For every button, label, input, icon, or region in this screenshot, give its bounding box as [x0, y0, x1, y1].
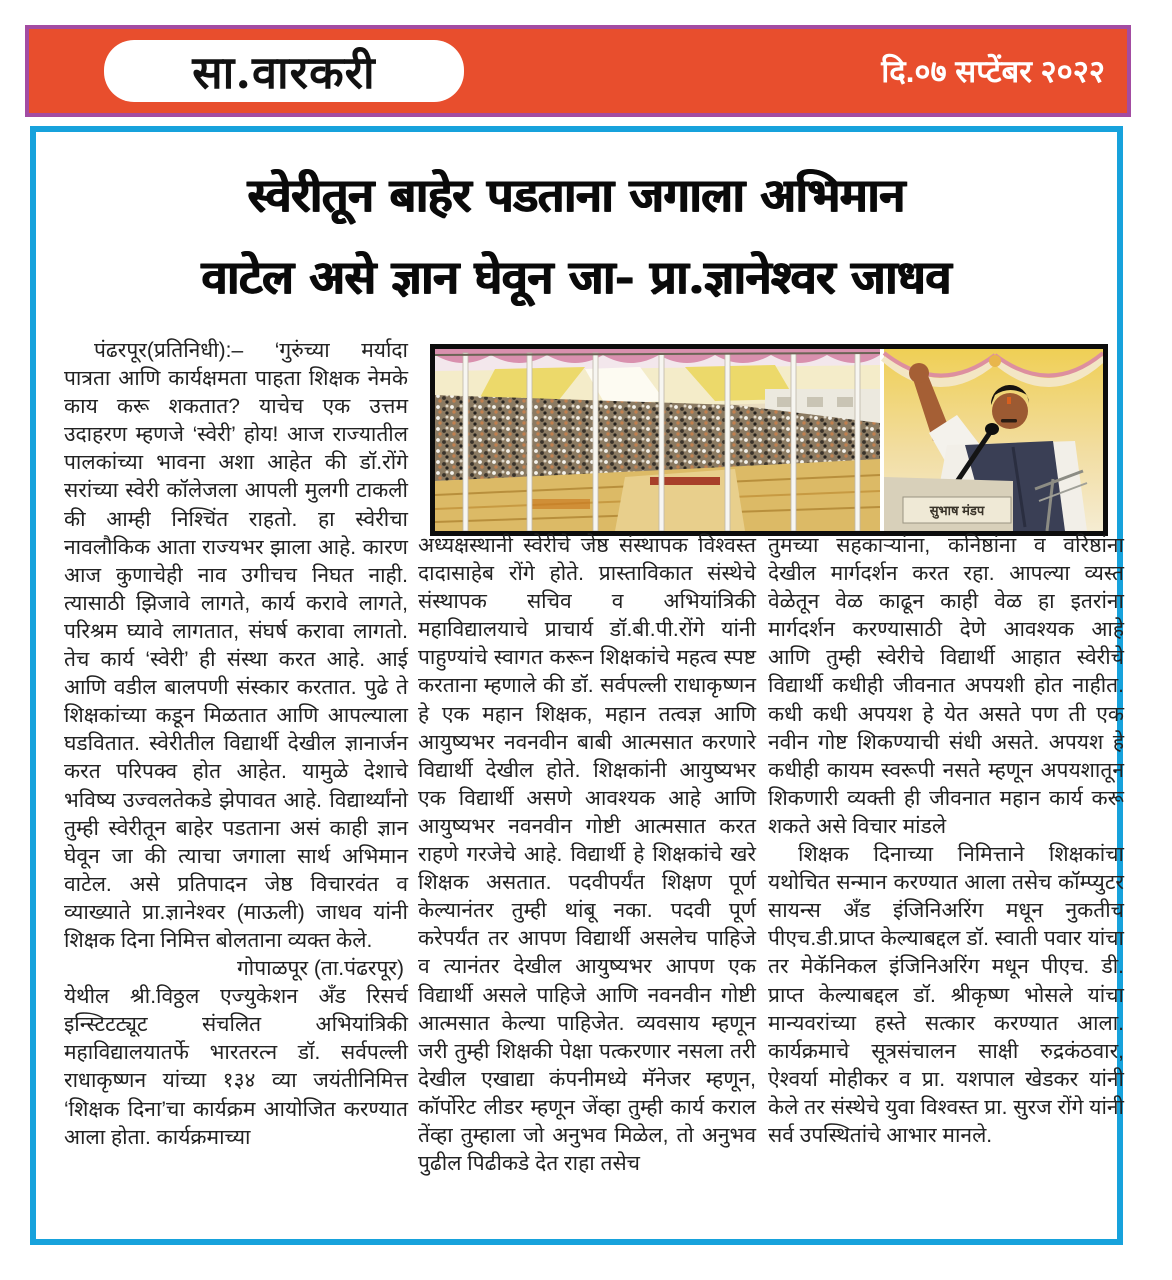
event-photo: [430, 344, 1108, 536]
speaker-photo: [884, 349, 1103, 531]
body-column-3: [768, 532, 1124, 1220]
paragraph: अध्यक्षस्थानी स्वेरीचे जेष्ठ संस्थापक विश्वस्त दादासाहेब रोंगे होते. प्रास्ताविकात संस्थेचे संस्थापक सचिव व अभियांत्रिकी महाविद्यालयाचे प्राचार्य डॉ.बी.पी.रोंगे यांनी पाहुण्यांचे स्वागत करून शिक्षकांचे महत्व स्पष्ट करताना म्हणाले की डॉ. सर्वपल्ली राधाकृष्णन हे एक महान शिक्षक, महान तत्वज्ञ आणि आयुष्यभर नवनवीन बाबी आत्मसात करणारे विद्यार्थी देखील होते. शिक्षकांनी आयुष्यभर एक विद्यार्थी असणे आवश्यक आहे आणि आयुष्यभर नवनवीन गोष्टी आत्मसात करत राहणे गरजेचे आहे. विद्यार्थी हे शिक्षकांचे खरे शिक्षक असतात. पदवीपर्यंत शिक्षण पूर्ण केल्यानंतर तुम्ही थांबू नका. पदवी पूर्ण करेपर्यंत तर आपण विद्यार्थी असलेच पाहिजे व त्यानंतर देखील आयुष्यभर आपण एक विद्यार्थी असले पाहिजे आणि नवनवीन गोष्टी आत्मसात केल्या पाहिजेत. व्यवसाय म्हणून जरी तुम्ही शिक्षकी पेक्षा पत्करणार नसला तरी देखील एखाद्या कंपनीमध्ये मॅनेजर म्हणून, कॉर्पोरेट लीडर म्हणून जेंव्हा तुम्ही कार्य कराल तेंव्हा तुम्हाला जो अनुभव मिळेल, तो अनुभव पुढील पिढीकडे देत राहा तसेच: [418, 534, 756, 1176]
newspaper-title: सा.वारकरी: [192, 45, 376, 99]
photo-divider: [880, 349, 884, 531]
article-box: [30, 126, 1123, 1245]
paragraph: तुमच्या सहकाऱ्यांना, कनिष्ठांना व वरिष्ठांना देखील मार्गदर्शन करत रहा. आपल्या व्यस्त वेळेतून वेळ काढून काही वेळ हा इतरांना मार्गदर्शन करण्यासाठी देणे आवश्यक आहे आणि तुम्ही स्वेरीचे विद्यार्थी आहात स्वेरीचे विद्यार्थी कधीही जीवनात अपयशी होत नाहीत. कधी कधी अपयश हे येत असते पण ती एक नवीन गोष्ट शिकण्याची संधी असते. अपयश हे कधीही कायम स्वरूपी नसते म्हणून अपयशातून शिकणारी व्यक्ती ही जीवनात महान कार्य करू शकते असे विचार मांडले: [768, 534, 1124, 838]
masthead-band: [25, 25, 1131, 117]
masthead-pill: [104, 40, 464, 102]
paragraph: पंढरपूर(प्रतिनिधी):– ‘गुरुंच्या मर्यादा पात्रता आणि कार्यक्षमता पाहता शिक्षक नेमके काय करू शकतात? याचेच एक उत्तम उदाहरण म्हणजे ‘स्वेरी’ होय! आज राज्यातील पालकांच्या भावना अशा आहेत की डॉ.रोंगे सरांच्या स्वेरी कॉलेजला आपली मुलगी टाकली की आम्ही निश्चिंत राहतो. हा स्वेरीचा नावलौकिक आता राज्यभर झाला आहे. कारण आज कुणाचेही नाव उगीचच निघत नाही. त्यासाठी झिजावे लागते, कार्य करावे लागते, परिश्रम घ्यावे लागतात, संघर्ष करावा लागतो. तेच कार्य ‘स्वेरी’ ही संस्था करत आहे. आई आणि वडील बालपणी संस्कार करतात. पुढे ते शिक्षकांच्या कडून मिळतात आणि आपल्याला घडवितात. स्वेरीतील विद्यार्थी देखील ज्ञानार्जन करत परिपक्व होत आहेत. यामुळे देशाचे भविष्य उज्वलतेकडे झेपावत आहे. विद्यार्थ्यांनो तुम्ही स्वेरीतून बाहेर पडताना असं काही ज्ञान घेवून जा की त्याचा जगाला सार्थ अभिमान वाटेल. असे प्रतिपादन जेष्ठ विचारवंत व व्याख्याते प्रा.ज्ञानेश्वर (माऊली) जाधव यांनी शिक्षक दिना निमित्त बोलताना व्यक्त केले.: [64, 339, 408, 952]
article-headline: [36, 154, 1117, 318]
issue-date: दि.०७ सप्टेंबर २०२२: [881, 54, 1105, 89]
paragraph: येथील श्री.विठ्ठल एज्युकेशन अँड रिसर्च इन्स्टिटट्यूट संचलित अभियांत्रिकी महाविद्यालयातर्फे भारतरत्न डॉ. सर्वपल्ली राधाकृष्णन यांच्या १३४ व्या जयंतीनिमित्त ‘शिक्षक दिना’चा कार्यक्रम आयोजित करण्यात आला होता. कार्यक्रमाच्या: [64, 985, 408, 1149]
crowd-photo: [435, 349, 880, 531]
paragraph-dateline: गोपाळपूर (ता.पंढरपूर): [236, 957, 404, 981]
podium-sign-text: सुभाष मंडप: [929, 503, 985, 518]
body-column-1: [64, 337, 408, 1217]
paragraph: शिक्षक दिनाच्या निमित्ताने शिक्षकांचा यथोचित सन्मान करण्यात आला तसेच कॉम्प्युटर सायन्स अँड इंजिनिअरिंग मधून नुकतीच पीएच.डी.प्राप्त केल्याबद्दल डॉ. स्वाती पवार यांचा तर मेकॅनिकल इंजिनिअरिंग मधून पीएच. डी. प्राप्त केल्याबद्दल डॉ. श्रीकृष्ण भोसले यांचा मान्यवरांच्या हस्ते सत्कार करण्यात आला. कार्यक्रमाचे सूत्रसंचालन साक्षी रुद्रकंठवार, ऐश्वर्या मोहीकर व प्रा. यशपाल खेडकर यांनी केले तर संस्थेचे युवा विश्वस्त प्रा. सुरज रोंगे यांनी सर्व उपस्थितांचे आभार मानले.: [768, 843, 1124, 1147]
headline-line1: स्वेरीतून बाहेर पडताना जगाला अभिमान: [247, 168, 906, 222]
body-column-2: [418, 532, 756, 1220]
headline-line2: वाटेल असे ज्ञान घेवून जा- प्रा.ज्ञानेश्वर जाधव: [201, 250, 952, 304]
